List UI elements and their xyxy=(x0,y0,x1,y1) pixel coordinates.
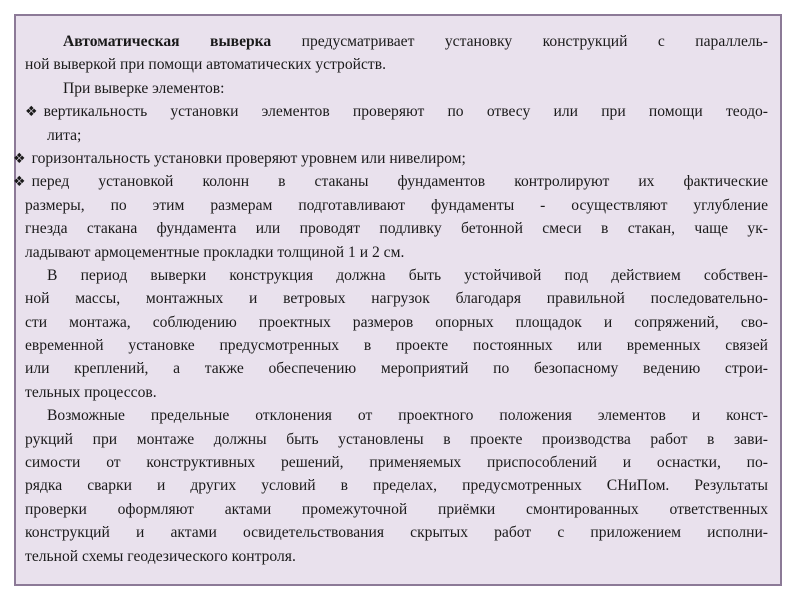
paragraph-1-line-6: тельных процессов. xyxy=(25,383,157,401)
bullet-3-line-2: размеры, по этим размерам подготавливают фундаменты - осуществляют углубление xyxy=(25,196,768,214)
subheading: При выверке элементов: xyxy=(63,79,225,97)
bullet-1-line-2: лита; xyxy=(47,126,82,144)
bullet-1-line-1: вертикальность установки элементов проверяют по отвесу или при помощи теодо- xyxy=(43,103,768,121)
diamond-bullet-icon: ❖ xyxy=(13,150,26,167)
paragraph-1-line-1: В период выверки конструкция должна быть устойчивой под действием собствен- xyxy=(47,266,768,284)
paragraph-1-line-3: сти монтажа, соблюдению проектных размеров опорных площадок и сопряжений, сво- xyxy=(25,313,768,331)
bullet-3-line-1: перед установкой колонн в стаканы фундаментов контролируют их фактические xyxy=(31,173,768,191)
paragraph-1-line-4: евременной установке предусмотренных в проекте постоянных или временных связей xyxy=(25,337,768,355)
paragraph-1-line-5: или креплений, а также обеспечению мероприятий по безопасному ведению строи- xyxy=(25,360,768,378)
intro-line-2: ной выверкой при помощи автоматических устройств. xyxy=(25,56,386,74)
paragraph-2-line-2: рукций при монтаже должны быть установлены в проекте производства работ в зави- xyxy=(25,430,768,448)
bullet-2-line-1: горизонтальность установки проверяют уровнем или нивелиром; xyxy=(31,149,466,167)
paragraph-2-line-7: тельной схемы геодезического контроля. xyxy=(25,547,296,565)
paragraph-2-line-3: симости от конструктивных решений, применяемых приспособлений и оснастки, по- xyxy=(25,454,768,472)
diamond-bullet-icon: ❖ xyxy=(25,104,38,121)
intro-line-1 xyxy=(25,30,768,53)
paragraph-2-line-1: Возможные предельные отклонения от проектного положения элементов и конст- xyxy=(47,407,768,425)
bullet-3-line-3: гнезда стакана фундамента или проводят подливку бетонной смеси в стакан, чаще ук- xyxy=(25,220,768,238)
text-panel xyxy=(14,14,782,586)
paragraph-2-line-6: конструкций и актами освидетельствования скрытых работ с приложением исполни- xyxy=(25,524,768,542)
bullet-3-line-4: ладывают армоцементные прокладки толщиной 1 и 2 см. xyxy=(25,243,405,261)
intro-bold-term: Автоматическая выверка xyxy=(63,33,272,50)
bullet-item-1 xyxy=(25,100,768,123)
bullet-item-3 xyxy=(13,170,768,193)
paragraph-2-line-4: рядка сварки и других условий в пределах, предусмотренных СНиПом. Результаты xyxy=(25,477,768,495)
intro-rest: предусматривает установку конструкций с параллель- xyxy=(271,33,768,50)
paragraph-1-line-2: ной массы, монтажных и ветровых нагрузок благодаря правильной последовательно- xyxy=(25,290,768,308)
diamond-bullet-icon: ❖ xyxy=(13,174,26,191)
paragraph-2-line-5: проверки оформляют актами промежуточной приёмки смонтированных ответственных xyxy=(25,500,768,518)
bullet-item-2 xyxy=(13,147,768,170)
